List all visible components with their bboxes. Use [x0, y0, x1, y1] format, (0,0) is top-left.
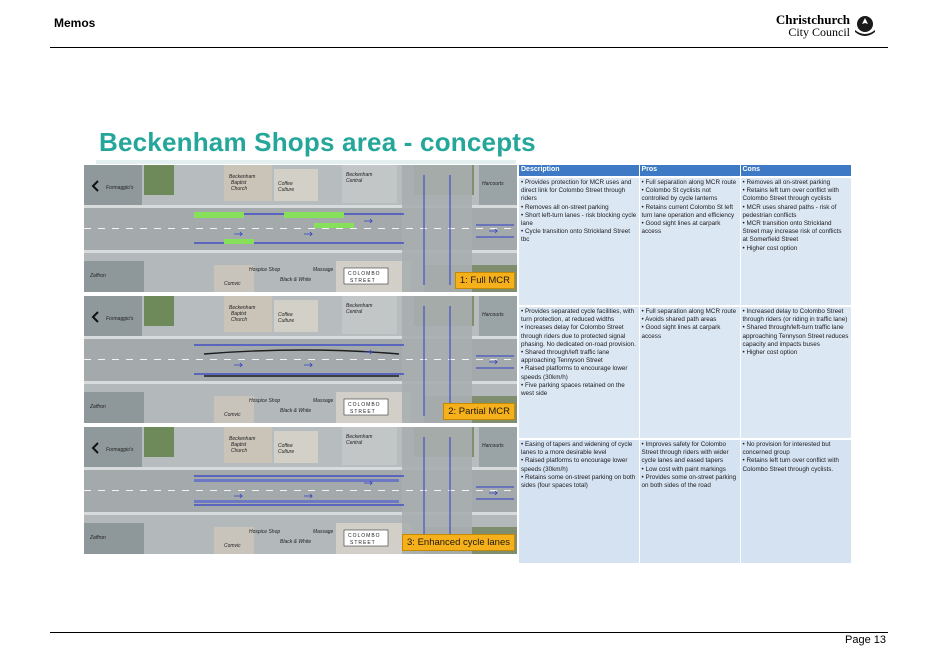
lane-marking [448, 359, 455, 360]
lane-marking [322, 228, 329, 229]
table-row [519, 306, 851, 439]
separated-path [314, 223, 354, 228]
lane-marking [392, 490, 399, 491]
lane-marking [168, 359, 175, 360]
lane-marking [210, 490, 217, 491]
map-label: 1: Full MCR [455, 272, 515, 289]
lane-marking [378, 490, 385, 491]
cell-bullet: • Shared through/left traffic lane approaching Tennyson Street [521, 349, 610, 365]
lane-marking [294, 490, 301, 491]
cell-bullet: • Higher cost option [742, 244, 798, 252]
label-black-white: Black & White [280, 277, 312, 283]
cell-bullet: • Retains left turn over conflict with Colombo Street through cyclists [742, 187, 839, 203]
lane-marking [448, 228, 455, 229]
street-sign-text: STREET [350, 409, 376, 415]
lane-marking [154, 359, 161, 360]
page-number: Page 13 [845, 634, 886, 646]
table-row [519, 177, 851, 306]
footer-rule [50, 632, 888, 633]
label-church: Church [231, 186, 248, 192]
cell-bullet: • Increases delay for Colombo Street through riders due to protected signal phasing. No dedicated on-road provision. [521, 324, 636, 348]
lane-marking [196, 490, 203, 491]
lane-marking [406, 490, 413, 491]
cell-bullet: • Raised platforms to encourage lower speeds (30km/h) [521, 457, 628, 473]
lane-marking [224, 490, 231, 491]
building-block [342, 296, 397, 334]
label-formaggios: Formaggio's [106, 316, 134, 322]
label-black-white: Black & White [280, 408, 312, 414]
label-coffee: Culture [278, 318, 295, 324]
lane-marking [224, 359, 231, 360]
lane-marking [504, 228, 511, 229]
concept-maps [84, 165, 517, 555]
cell-bullet: • Cycle transition onto Strickland Street tbc [521, 228, 630, 244]
lane-marking [266, 228, 273, 229]
label-harcourts: Harcourts [482, 443, 504, 449]
lane-marking [266, 359, 273, 360]
lane-marking [280, 228, 287, 229]
label-formaggios: Formaggio's [106, 185, 134, 191]
label-formaggios: Formaggio's [106, 447, 134, 453]
label-coffee: Coffee [278, 181, 293, 187]
lane-marking [210, 359, 217, 360]
building-block [214, 527, 254, 554]
concepts-table [519, 165, 852, 563]
label-hospice: Hospice Shop [249, 398, 281, 404]
cell-bullet: • Full separation along MCR route [641, 179, 737, 186]
label-central: Central [346, 178, 363, 184]
cell-bullet: • Removes all on-street parking [521, 203, 609, 211]
lane-marking [434, 228, 441, 229]
cell-cons [740, 306, 851, 439]
lane-marking [476, 490, 483, 491]
lane-marking [182, 228, 189, 229]
cell-bullet: • Raised platforms to encourage lower speeds (30km/h) [521, 365, 628, 381]
cell-bullet: • Full separation along MCR route [641, 308, 737, 315]
title-underline [96, 160, 516, 164]
header-pros: Pros [639, 165, 740, 177]
cycle-lane [194, 500, 399, 503]
lane-marking [378, 359, 385, 360]
lane-marking [84, 359, 91, 360]
lane-marking [490, 228, 497, 229]
tree-area [144, 165, 174, 195]
cell-bullet: • Provides protection for MCR uses and direct link for Colombo Street through riders [521, 179, 632, 203]
cell-bullet: • Higher cost option [742, 349, 798, 357]
lane-marking [462, 490, 469, 491]
lane-marking [364, 228, 371, 229]
lane-marking [196, 359, 203, 360]
lane-marking [238, 228, 245, 229]
label-black-white: Black & White [280, 539, 312, 545]
cell-description [519, 177, 639, 306]
label-coffee: Culture [278, 187, 295, 193]
header-rule [50, 47, 888, 48]
map-enhanced-cycle-lanes [84, 427, 517, 554]
cell-bullet: • Colombo St cyclists not controlled by cycle lanterns [641, 187, 718, 203]
separated-path [194, 212, 244, 218]
label-church: Church [231, 317, 248, 323]
label-central: Beckenham [346, 434, 373, 440]
lane-marking [476, 228, 483, 229]
map-label: 2: Partial MCR [443, 403, 515, 420]
map-drawing [84, 165, 517, 292]
label-church: Baptist [231, 311, 247, 317]
lane-marking [168, 490, 175, 491]
lane-marking [84, 490, 91, 491]
lane-marking [154, 490, 161, 491]
lane-marking [490, 490, 497, 491]
lane-marking [224, 228, 231, 229]
cell-bullet: • Retains some on-street parking on both sides (four spaces total) [521, 473, 636, 490]
lane-marking [112, 228, 119, 229]
label-comvic: Comvic [224, 281, 241, 287]
separated-path [284, 212, 344, 218]
lane-marking [238, 359, 245, 360]
lane-marking [462, 228, 469, 229]
building-block [342, 427, 397, 465]
lane-marking [392, 228, 399, 229]
street-sign-text: STREET [350, 278, 376, 284]
header-description: Description [519, 165, 639, 177]
cell-cons [740, 439, 851, 563]
cell-bullet: • Improves safety for Colombo Street through riders with wider cycle lanes and eased tapers [641, 441, 729, 465]
lane-marking [448, 490, 455, 491]
cell-bullet: • Good sight lines at carpark access [641, 220, 721, 236]
lane-marking [126, 490, 133, 491]
street-sign-text: COLOMBO [348, 271, 381, 277]
lane-marking [490, 359, 497, 360]
label-central: Central [346, 440, 363, 446]
label-coffee: Coffee [278, 312, 293, 318]
cathedral-logo-icon [854, 15, 876, 37]
label-comvic: Comvic [224, 412, 241, 418]
label-zaffron: Zaffron [90, 535, 106, 541]
lane-marking [308, 359, 315, 360]
tree-area [144, 296, 174, 326]
lane-marking [406, 228, 413, 229]
lane-marking [280, 359, 287, 360]
map-full-mcr [84, 165, 517, 292]
label-church: Beckenham [229, 174, 256, 180]
logo-line1: Christchurch [775, 12, 850, 27]
lane-marking [168, 228, 175, 229]
cell-bullet: • Five parking spaces retained on the west side [521, 381, 625, 398]
table-header-row [519, 165, 851, 177]
logo-line2: City Council [788, 25, 850, 39]
lane-marking [336, 228, 343, 229]
lane-marking [140, 359, 147, 360]
lane-marking [350, 359, 357, 360]
lane-marking [280, 490, 287, 491]
lane-marking [126, 228, 133, 229]
cell-bullet: • MCR transition onto Strickland Street may increase risk of conflicts at Somerfield Street [742, 220, 842, 244]
cell-bullet: • Short left-turn lanes - risk blocking cycle lane [521, 211, 637, 228]
label-massage: Massage [313, 529, 334, 535]
label-harcourts: Harcourts [482, 312, 504, 318]
lane-marking [182, 359, 189, 360]
cell-bullet: • Shared through/left-turn traffic lane approaching Tennyson Street reduces capacity and impacts buses [742, 324, 849, 348]
lane-marking [182, 490, 189, 491]
lane-marking [364, 490, 371, 491]
cell-cons [740, 177, 851, 306]
lane-marking [98, 228, 105, 229]
lane-marking [252, 490, 259, 491]
label-hospice: Hospice Shop [249, 267, 281, 273]
label-church: Church [231, 448, 248, 454]
cell-bullet: • Provides separated cycle facilities, with turn protection, at reduced widths [521, 308, 635, 324]
lane-marking [126, 359, 133, 360]
lane-marking [308, 228, 315, 229]
lane-marking [336, 490, 343, 491]
lane-marking [140, 490, 147, 491]
label-central: Central [346, 309, 363, 315]
lane-marking [112, 359, 119, 360]
label-central: Beckenham [346, 172, 373, 178]
separated-path [224, 239, 254, 244]
cell-description [519, 439, 639, 563]
cell-bullet: • Provides some on-street parking on both sides of the road [641, 473, 737, 490]
lane-marking [84, 228, 91, 229]
lane-marking [196, 228, 203, 229]
map-label: 3: Enhanced cycle lanes [402, 534, 515, 551]
header-cons: Cons [740, 165, 851, 177]
label-central: Beckenham [346, 303, 373, 309]
building-block [214, 265, 254, 292]
lane-marking [98, 490, 105, 491]
cell-pros [639, 177, 740, 306]
lane-marking [322, 359, 329, 360]
lane-marking [336, 359, 343, 360]
building-block [342, 165, 397, 203]
cell-bullet: • Increased delay to Colombo Street through riders (or riding in traffic lane) [742, 308, 848, 324]
label-massage: Massage [313, 398, 334, 404]
lane-marking [294, 228, 301, 229]
cell-bullet: • Avoids shared path areas [641, 316, 717, 324]
label-coffee: Coffee [278, 443, 293, 449]
label-hospice: Hospice Shop [249, 529, 281, 535]
lane-marking [504, 359, 511, 360]
lane-marking [294, 359, 301, 360]
label-church: Baptist [231, 442, 247, 448]
lane-marking [434, 359, 441, 360]
lane-marking [238, 490, 245, 491]
cell-bullet: • Easing of tapers and widening of cycle lanes to a more desirable level [521, 441, 633, 457]
label-church: Baptist [231, 180, 247, 186]
building-block [214, 396, 254, 423]
table-row [519, 439, 851, 563]
lane-marking [504, 490, 511, 491]
cycle-lane [194, 479, 399, 482]
lane-marking [154, 228, 161, 229]
street-sign-text: COLOMBO [348, 402, 381, 408]
label-coffee: Culture [278, 449, 295, 455]
lane-marking [392, 359, 399, 360]
label-church: Beckenham [229, 436, 256, 442]
header-title: Memos [54, 16, 96, 30]
lane-marking [434, 490, 441, 491]
lane-marking [322, 490, 329, 491]
label-massage: Massage [313, 267, 334, 273]
lane-marking [308, 490, 315, 491]
label-harcourts: Harcourts [482, 181, 504, 187]
slide-title: Beckenham Shops area - concepts [99, 127, 536, 157]
lane-marking [350, 228, 357, 229]
lane-marking [364, 359, 371, 360]
lane-marking [252, 228, 259, 229]
label-zaffron: Zaffron [90, 273, 106, 279]
label-church: Beckenham [229, 305, 256, 311]
lane-marking [266, 490, 273, 491]
cell-bullet: • Retains left turn over conflict with Colombo Street through cyclists. [742, 457, 839, 473]
cell-bullet: • Retains current Colombo St left turn lane operation and efficiency [641, 203, 735, 219]
street-sign-text: STREET [350, 540, 376, 546]
cell-bullet: • Removes all on-street parking [742, 179, 831, 186]
map-partial-mcr [84, 296, 517, 423]
lane-marking [98, 359, 105, 360]
lane-marking [210, 228, 217, 229]
cell-bullet: • Good sight lines at carpark access [641, 324, 721, 340]
lane-marking [112, 490, 119, 491]
cell-description [519, 306, 639, 439]
label-zaffron: Zaffron [90, 404, 106, 410]
cell-pros [639, 306, 740, 439]
lane-marking [406, 359, 413, 360]
cell-bullet: • MCR uses shared paths - risk of pedestrian conflicts [742, 203, 837, 219]
lane-marking [462, 359, 469, 360]
lane-marking [378, 228, 385, 229]
lane-marking [252, 359, 259, 360]
label-comvic: Comvic [224, 543, 241, 549]
cell-pros [639, 439, 740, 563]
lane-marking [350, 490, 357, 491]
lane-marking [476, 359, 483, 360]
street-sign-text: COLOMBO [348, 533, 381, 539]
cell-bullet: • No provision for interested but concerned group [742, 441, 831, 457]
lane-marking [140, 228, 147, 229]
council-logo [776, 14, 876, 38]
cell-bullet: • Low cost with paint markings [641, 465, 726, 473]
tree-area [144, 427, 174, 457]
